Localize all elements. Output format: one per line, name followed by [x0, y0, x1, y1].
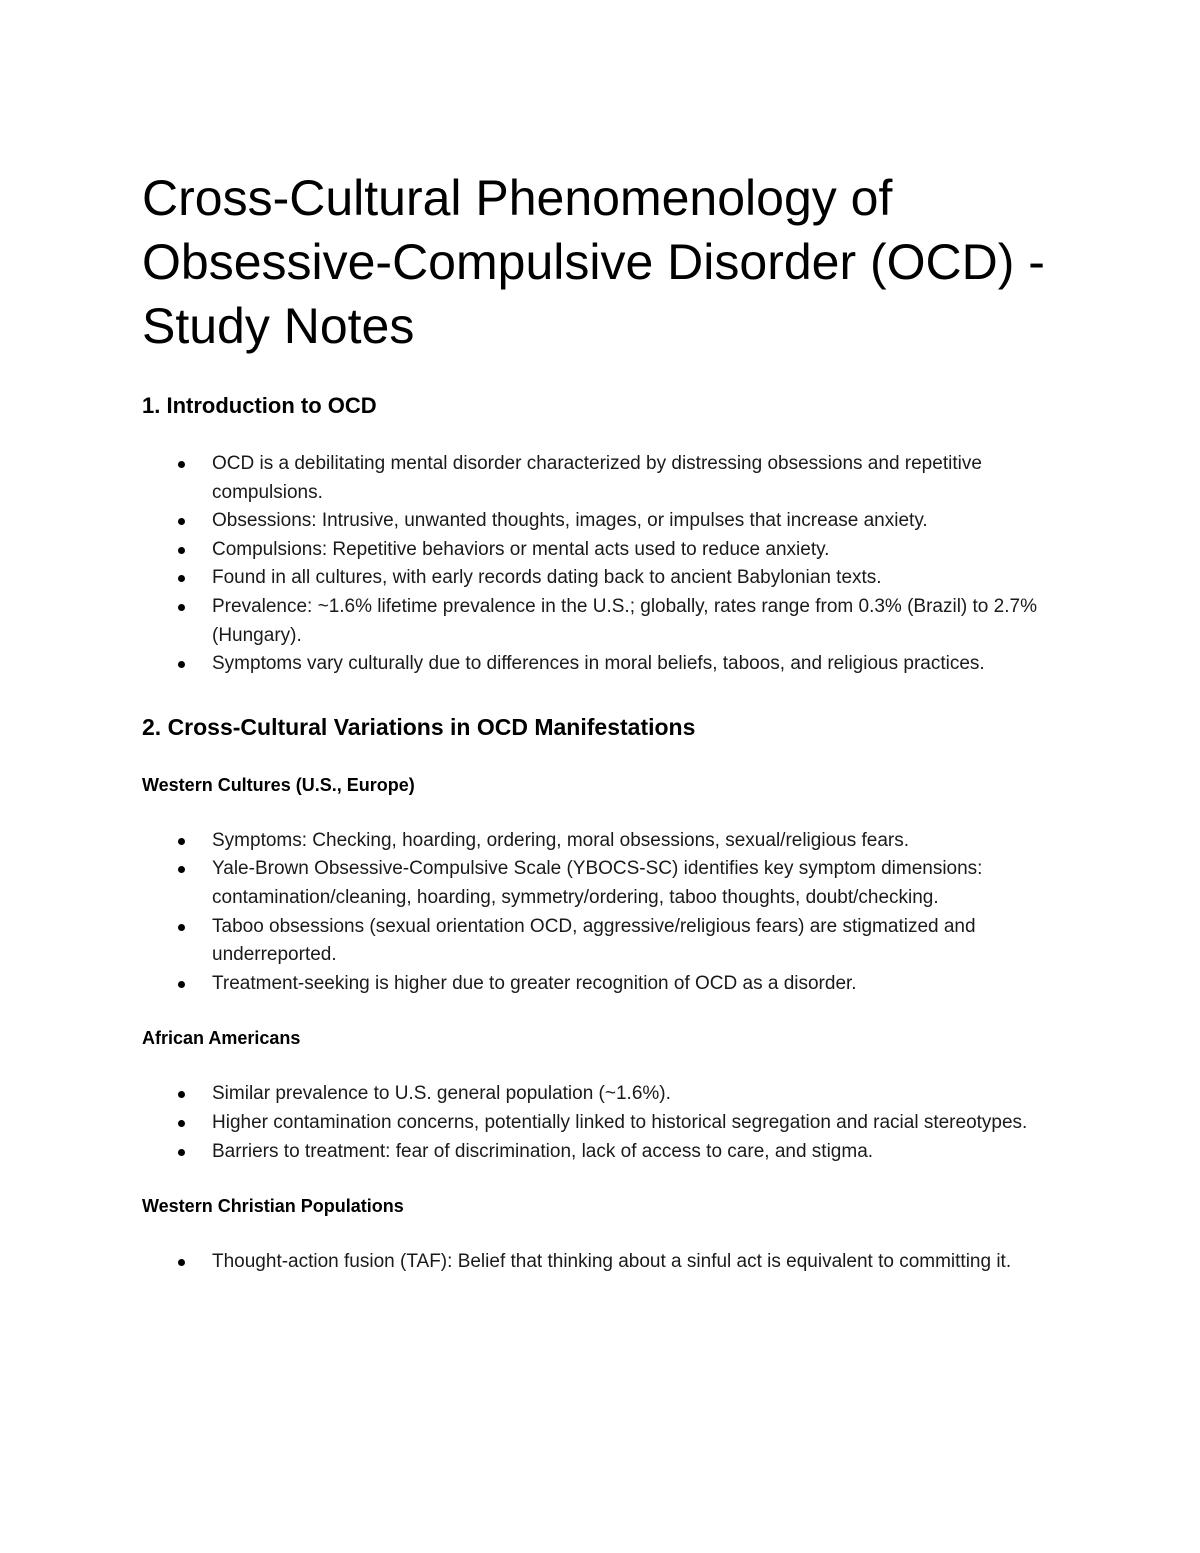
list-item-text: Yale-Brown Obsessive-Compulsive Scale (YBOCS-SC) identifies key symptom dimensions: contamination/cleaning, hoarding, symmetry/ordering, taboo thoughts, doubt/checking. [212, 858, 983, 908]
list-item-text: Symptoms: Checking, hoarding, ordering, moral obsessions, sexual/religious fears. [212, 829, 909, 851]
list-item [142, 855, 1062, 912]
list-item [142, 1138, 1062, 1167]
list-item [142, 507, 1062, 536]
list-item [142, 1248, 1062, 1277]
bullet-icon [178, 547, 185, 554]
section-heading-introduction: 1. Introduction to OCD [142, 393, 377, 418]
list-item [142, 450, 1062, 507]
western-christian-bullet-list [142, 1248, 1062, 1277]
list-item-text: Thought-action fusion (TAF): Belief that thinking about a sinful act is equivalent to committing it. [212, 1251, 1012, 1273]
list-item-text: Compulsions: Repetitive behaviors or mental acts used to reduce anxiety. [212, 538, 830, 560]
list-item [142, 593, 1062, 650]
bullet-icon [178, 924, 185, 931]
list-item [142, 536, 1062, 565]
list-item-text: Barriers to treatment: fear of discrimination, lack of access to care, and stigma. [212, 1140, 874, 1162]
list-item-text: Higher contamination concerns, potentially linked to historical segregation and racial stereotypes. [212, 1111, 1028, 1133]
bullet-icon [178, 866, 185, 873]
list-item-text: OCD is a debilitating mental disorder characterized by distressing obsessions and repetitive compulsions. [212, 453, 982, 503]
bullet-icon [178, 1149, 185, 1156]
document-page [142, 166, 1062, 1277]
bullet-icon [178, 661, 185, 668]
list-item [142, 650, 1062, 679]
bullet-icon [178, 1091, 185, 1098]
list-item-text: Treatment-seeking is higher due to greater recognition of OCD as a disorder. [212, 972, 857, 994]
list-item [142, 1109, 1062, 1138]
subsection-heading-western-cultures: Western Cultures (U.S., Europe) [142, 774, 415, 795]
list-item-text: Symptoms vary culturally due to differences in moral beliefs, taboos, and religious practices. [212, 653, 985, 675]
list-item-text: Prevalence: ~1.6% lifetime prevalence in the U.S.; globally, rates range from 0.3% (Brazil) to 2.7% (Hungary). [212, 595, 1037, 646]
list-item-text: Taboo obsessions (sexual orientation OCD, aggressive/religious fears) are stigmatized and underreported. [212, 915, 976, 966]
subsection-heading-western-christian-populations: Western Christian Populations [142, 1196, 404, 1217]
bullet-icon [178, 604, 185, 611]
bullet-icon [178, 1259, 185, 1266]
list-item-text: Similar prevalence to U.S. general population (~1.6%). [212, 1083, 671, 1105]
bullet-icon [178, 461, 185, 468]
list-item [142, 1080, 1062, 1109]
bullet-icon [178, 575, 185, 582]
list-item-text: Found in all cultures, with early records dating back to ancient Babylonian texts. [212, 567, 882, 589]
list-item [142, 564, 1062, 593]
subsection-heading-african-americans: African Americans [142, 1028, 301, 1049]
section-heading-cross-cultural-variations: 2. Cross-Cultural Variations in OCD Manifestations [142, 713, 696, 740]
bullet-icon [178, 518, 185, 525]
list-item [142, 970, 1062, 999]
list-item-text: Obsessions: Intrusive, unwanted thoughts, images, or impulses that increase anxiety. [212, 510, 928, 532]
document-title: Cross-Cultural Phenomenology of Obsessive-Compulsive Disorder (OCD) - Study Notes [142, 170, 1045, 354]
bullet-icon [178, 1120, 185, 1127]
list-item [142, 913, 1062, 970]
introduction-bullet-list [142, 450, 1062, 679]
western-cultures-bullet-list [142, 827, 1062, 999]
african-americans-bullet-list [142, 1080, 1062, 1166]
bullet-icon [178, 981, 185, 988]
bullet-icon [178, 838, 185, 845]
list-item [142, 827, 1062, 856]
